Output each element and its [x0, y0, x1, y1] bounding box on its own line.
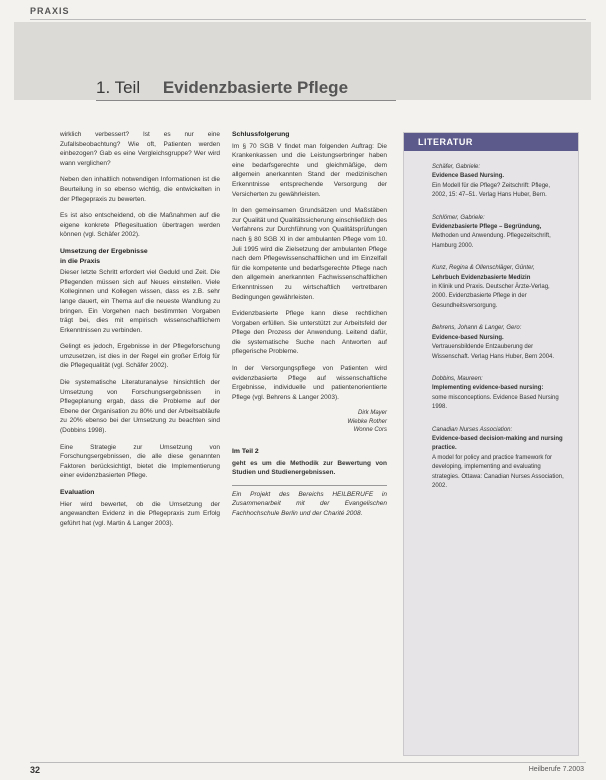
teaser-heading: Im Teil 2: [232, 447, 259, 455]
paragraph: Dieser letzte Schritt erfordert viel Geduld und Zeit. Die Pflegenden müssen sich auf Neues einstellen. Viele Kolleginnen und Kollegen wissen, dass es z.B. sehr lange dauert, ein Thema auf die neueste Wandlung zu bringen. Ein Vorgehen nach bestimmten Vorgaben trägt bei, dies mit empirisch wissenschaftlichem Erkenntnissen zu verbinden.: [60, 269, 220, 334]
article-title: [96, 78, 348, 98]
left-column: [60, 130, 220, 535]
literature-entry: Dobbins, Maureen: Implementing evidence-based nursing: some misconceptions. Evidence Based Nursing 1998.: [432, 375, 559, 411]
literature-entry: Kunz, Regina & Ollenschläger, Günter, Lehrbuch Evidenzbasierte Medizin in Klinik und Praxis. Deutscher Ärzte-Verlag, 2000. Evidenzbasierte Pflege in der Gesundheitsversorgung.: [432, 265, 550, 309]
paragraph: wirklich verbessert? Ist es nur eine Zufallsbeobachtung? Wie oft, Patienten werden einbezogen? Gab es eine Vergleichsgruppe? Wer wird wann verglichen?: [60, 131, 220, 167]
author-signatures: [232, 409, 387, 435]
project-note: Ein Projekt des Bereichs HEILBERUFE in Zusammenarbeit mit der Evangelischen Fachhochschule Berlin und der Charité 2008.: [232, 490, 387, 517]
literature-list: [404, 151, 578, 491]
literature-entry: Canadian Nurses Association: Evidence-based decision-making and nursing practice. A model for policy and practice framework for developing, implementing and evaluating strategies. Ottawa: Canadian Nurses Association, 2002.: [432, 426, 564, 489]
paragraph: Gelingt es jedoch, Ergebnisse in der Pflegeforschung umzusetzen, ist dies in der Regel ein großer Erfolg für die Pflegequalität (vgl. Schäfer 2002).: [60, 343, 220, 370]
middle-column: [232, 130, 387, 526]
paragraph: In der Versorgungspflege von Patienten wird evidenzbasierte Pflege auf wissenschaftliche Ergebnisse, individuelle und patientenorientierte Pflege (vgl. Behrens & Langer 2003).: [232, 365, 387, 401]
author-name: Dirk Mayer: [357, 410, 387, 417]
literature-box: [403, 132, 579, 756]
teaser-text: geht es um die Methodik zur Bewertung von Studien und Studienergebnissen.: [232, 459, 387, 477]
paragraph: In den gemeinsamen Grundsätzen und Maßstäben zur Qualität und Qualitätssicherung einschließlich des Verfahrens zur Durchführung von Qualitätsprüfungen nach § 80 SGB XI in der ambulanten Pflege vom 10. Juli 1995 wird die Zielsetzung der ambulanten Pflege nach dem Pflegewissenschaftlichen und im Einzelfall für die kompetente und bedarfsgerechte Pflege nach den allgemein anerkannten Fachwissenschaftlichen Erkenntnissen zu wirtschaftlich vertretbaren Bedingungen gewährleisten.: [232, 207, 387, 301]
paragraph: Es ist also entscheidend, ob die Maßnahmen auf die eigene konkrete Pflegesituation übertragen werden können (vgl. Schäfer 2002).: [60, 212, 220, 239]
literature-entry: Schäfer, Gabriele: Evidence Based Nursing. Ein Modell für die Pflege? Zeitschrift: Pflege, 2002, 15: 47–51. Verlag Hans Huber, Bern.: [432, 164, 551, 199]
page-number: 32: [30, 765, 41, 775]
note-divider: [232, 485, 387, 486]
paragraph: Eine Strategie zur Umsetzung von Forschungsergebnissen, die alle diese genannten Faktoren berücksichtigt, bietet die Implementierung einer evidenzbasierten Pflege.: [60, 443, 220, 480]
author-name: Wonne Cors: [353, 427, 387, 434]
section-heading: Evaluation: [60, 489, 95, 496]
paragraph: Evidenzbasierte Pflege kann diese rechtlichen Vorgaben erfüllen. Sie unterstützt zur Arbeitsfeld der Pflege den Prozess der Anwendung. Leitend dafür, die systematische Suche nach Antworten auf pflegerische Probleme.: [232, 310, 387, 356]
header-divider: [30, 19, 586, 20]
section-label: PRAXIS: [30, 6, 70, 16]
section-heading: Schlussfolgerung: [232, 131, 290, 138]
part-number: 1. Teil: [96, 78, 141, 97]
article-title-text: Evidenzbasierte Pflege: [162, 78, 349, 97]
paragraph: Die systematische Literaturanalyse hinsichtlich der Umsetzung von Forschungsergebnissen in Pflegeplanung ergab, dass die Probleme auf der Ebene der Organisation zu 80% und der Arbeitsabläufe zu 20% ebenso bei der Umsetzung zu beachten sind (Dobbins 1998).: [60, 379, 220, 435]
footer-divider: [30, 762, 586, 763]
paragraph: Im § 70 SGB V findet man folgenden Auftrag: Die Krankenkassen und die Leistungserbringer haben eine bedarfsgerechte und gleichmäßige, dem allgemein anerkannten Stand der medizinischen Erkenntnisse entsprechende Versorgung der Versicherten zu gewährleisten.: [232, 142, 387, 198]
author-name: Wiebke Rother: [347, 418, 387, 425]
literature-entry: Behrens, Johann & Langer, Gero: Evidence-based Nursing. Vertrauensbildende Entzauberung der Wissenschaft. Verlag Hans Huber, Bern 2004.: [432, 325, 555, 360]
literature-heading: LITERATUR: [404, 133, 578, 151]
paragraph: Neben den inhaltlich notwendigen Informationen ist die Beurteilung in so ebenso wichtig, die entwickelten in der Pflegepraxis zu bewerten.: [60, 176, 220, 203]
title-underline: [96, 100, 396, 101]
paragraph: Hier wird bewertet, ob die Umsetzung der angewandten Evidenz in die Pflegepraxis zum Erfolg geführt hat (vgl. Martin & Langer 2003).: [60, 500, 220, 527]
issue-label: Heilberufe 7.2003: [528, 766, 584, 773]
section-heading: Umsetzung der Ergebnisse in die Praxis: [60, 247, 148, 265]
literature-entry: Schlömer, Gabriele: Evidenzbasierte Pflege – Begründung, Methoden und Anwendung. Pflegezeitschrift, Hamburg 2000.: [432, 214, 551, 249]
